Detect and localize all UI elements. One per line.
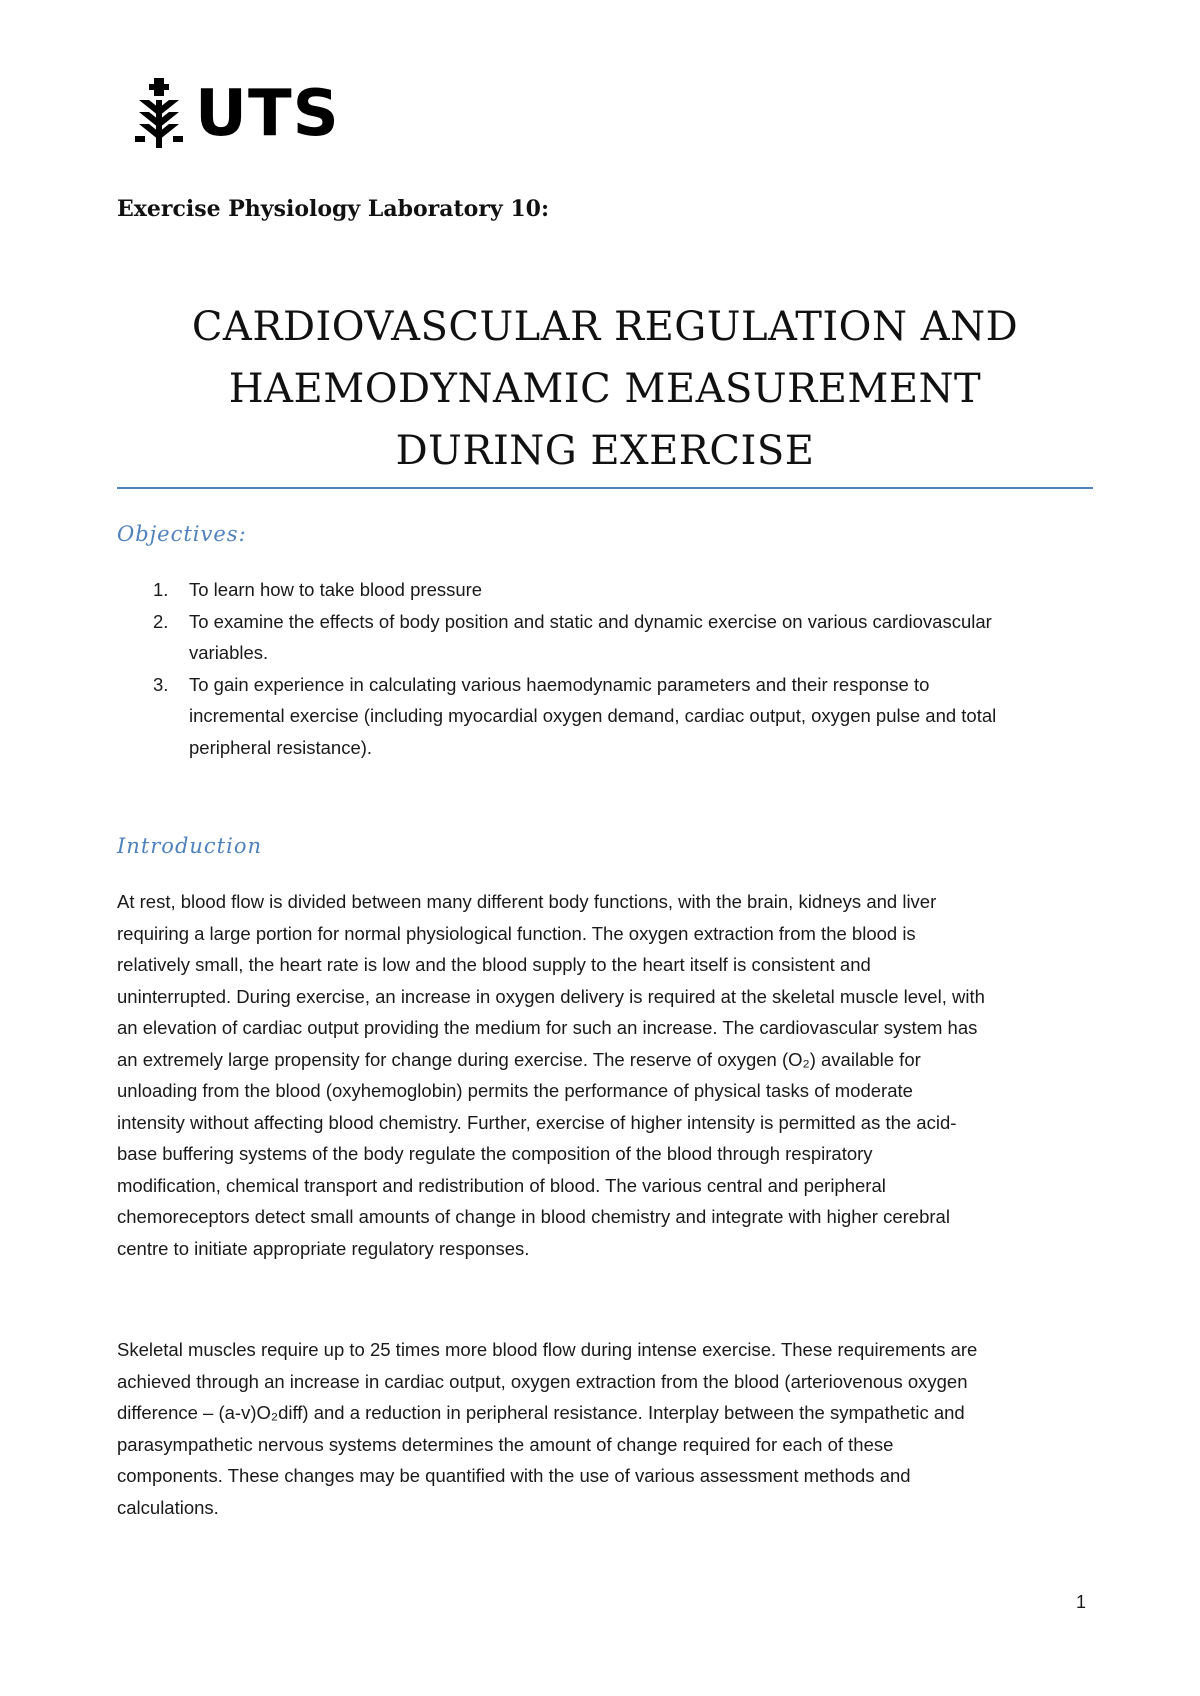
introduction-heading: Introduction <box>117 834 262 858</box>
skeletal-muscle-paragraph <box>117 1334 1093 1523</box>
title-line: CARDIOVASCULAR REGULATION AND <box>191 304 1019 350</box>
paragraph-line: base buffering systems of the body regulate the composition of the blood through respiratory <box>117 1143 873 1164</box>
objectives-heading: Objectives: <box>117 522 247 546</box>
paragraph-line: chemoreceptors detect small amounts of change in blood chemistry and integrate with higher cerebral <box>117 1206 950 1227</box>
paragraph-line: At rest, blood flow is divided between many different body functions, with the brain, kidneys and liver <box>117 891 937 912</box>
uts-logo <box>135 78 340 150</box>
list-item-text: To gain experience in calculating various haemodynamic parameters and their response to <box>189 673 930 695</box>
list-item-text: variables. <box>189 642 269 663</box>
paragraph-line: Skeletal muscles require up to 25 times more blood flow during intense exercise. These requirements are <box>117 1339 978 1360</box>
lab-label: Exercise Physiology Laboratory 10: <box>117 196 550 222</box>
document-title <box>117 296 1093 482</box>
list-item-text: To examine the effects of body position and static and dynamic exercise on various cardiovascular <box>189 610 992 632</box>
paragraph-line: components. These changes may be quantified with the use of various assessment methods and <box>117 1465 911 1486</box>
list-number: 2. <box>153 610 169 632</box>
paragraph-line: an elevation of cardiac output providing the medium for such an increase. The cardiovascular system has <box>117 1017 978 1038</box>
list-number: 1. <box>153 579 169 600</box>
title-divider <box>117 487 1093 489</box>
introduction-paragraph <box>117 886 1093 1264</box>
uts-wordmark: UTS <box>195 77 340 151</box>
title-line: HAEMODYNAMIC MEASUREMENT <box>228 366 982 412</box>
paragraph-line: achieved through an increase in cardiac output, oxygen extraction from the blood (arteriovenous oxygen <box>117 1370 968 1392</box>
objectives-list <box>117 574 1093 763</box>
page-number: 1 <box>1076 1592 1087 1612</box>
title-line: DURING EXERCISE <box>395 428 815 474</box>
list-item-text: To learn how to take blood pressure <box>189 579 483 600</box>
list-item <box>117 669 1093 764</box>
list-item-text: incremental exercise (including myocardial oxygen demand, cardiac output, oxygen pulse and total <box>189 705 997 726</box>
paragraph-line: calculations. <box>117 1496 219 1518</box>
paragraph-line: uninterrupted. During exercise, an increase in oxygen delivery is required at the skeletal muscle level, with <box>117 985 985 1007</box>
uts-crest-icon <box>135 78 183 150</box>
paragraph-line: requiring a large portion for normal physiological function. The oxygen extraction from the blood is <box>117 922 916 944</box>
paragraph-line: an extremely large propensity for change during exercise. The reserve of oxygen (O₂) available for <box>117 1048 921 1070</box>
paragraph-line: unloading from the blood (oxyhemoglobin) permits the performance of physical tasks of moderate <box>117 1080 913 1101</box>
paragraph-line: intensity without affecting blood chemistry. Further, exercise of higher intensity is permitted as the acid- <box>117 1111 957 1133</box>
paragraph-line: parasympathetic nervous systems determines the amount of change required for each of these <box>117 1433 894 1455</box>
list-item <box>117 574 1093 606</box>
list-item-text: peripheral resistance). <box>189 736 373 758</box>
paragraph-line: relatively small, the heart rate is low and the blood supply to the heart itself is consistent and <box>117 954 871 975</box>
paragraph-line: modification, chemical transport and redistribution of blood. The various central and peripheral <box>117 1174 886 1196</box>
list-number: 3. <box>153 673 169 695</box>
paragraph-line: centre to initiate appropriate regulatory responses. <box>117 1237 530 1259</box>
paragraph-line: difference – (a-v)O₂diff) and a reduction in peripheral resistance. Interplay between the sympathetic and <box>117 1402 965 1423</box>
list-item <box>117 606 1093 669</box>
